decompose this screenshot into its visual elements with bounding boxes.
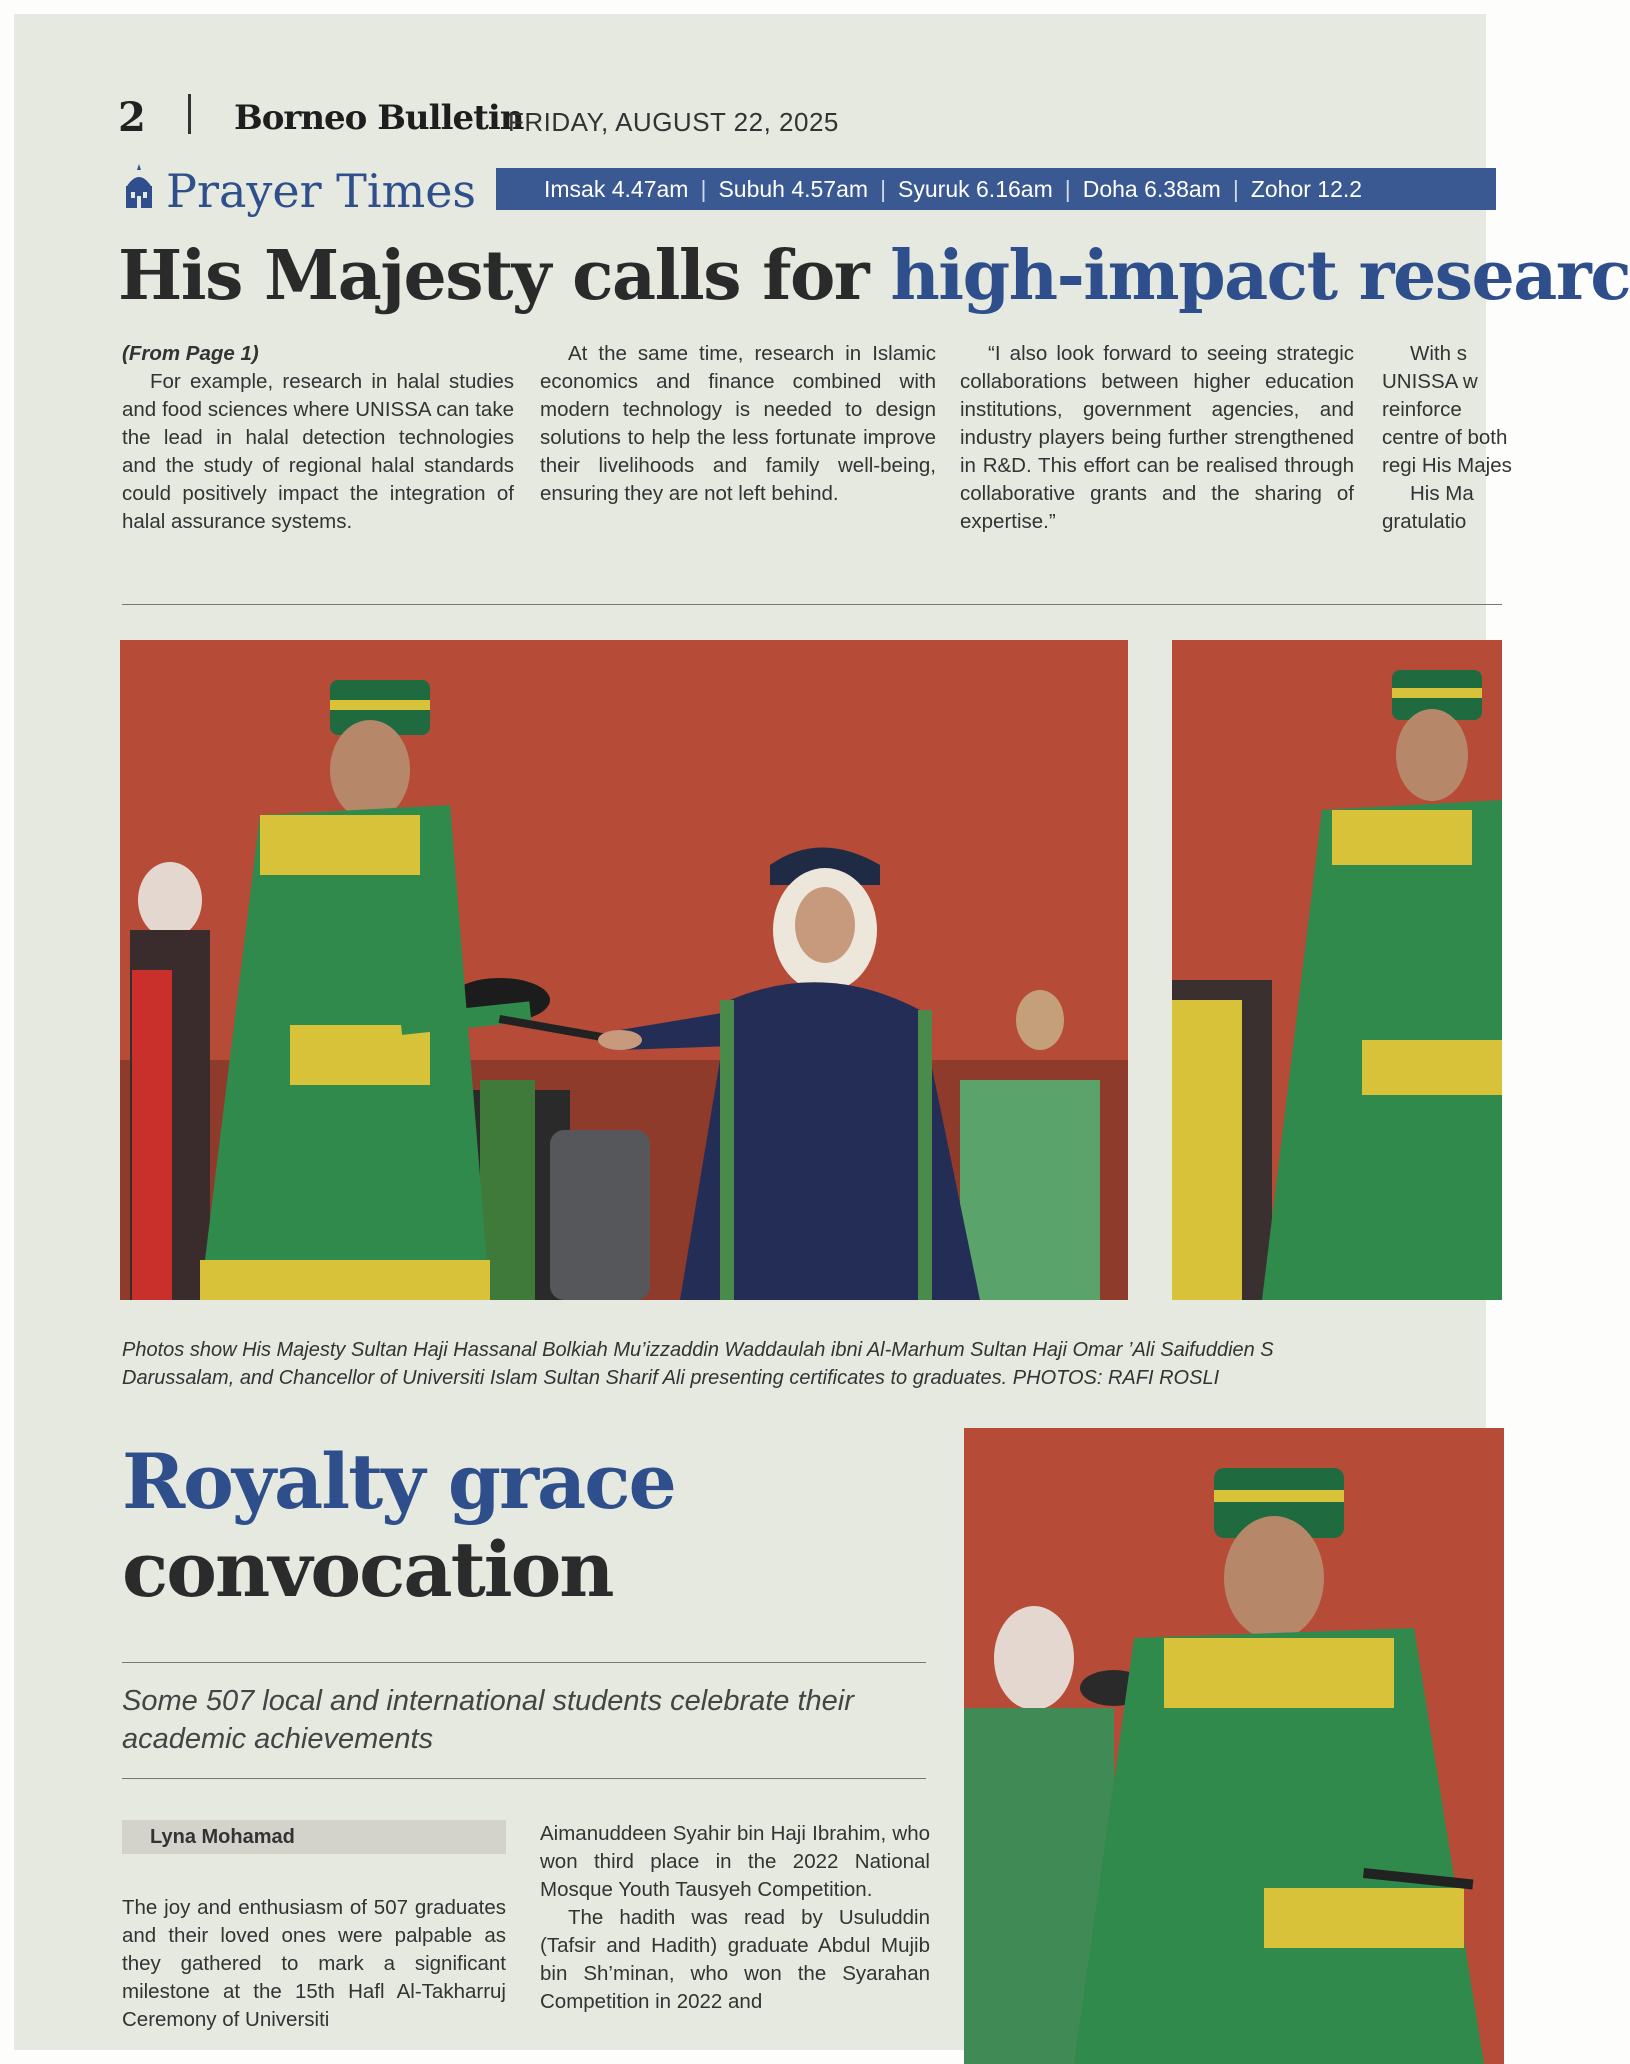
prayer-times-title: Prayer Times bbox=[166, 164, 477, 218]
article-paragraph: For example, research in halal studies and food sciences where UNISSA can take the lead in halal detection technologies and the study of regional halal standards could positively impact the integration of halal assurance systems. bbox=[122, 370, 514, 533]
convocation-photo-right bbox=[1172, 640, 1502, 1300]
issue-date: FRIDAY, AUGUST 22, 2025 bbox=[508, 107, 839, 137]
article-column-3 bbox=[960, 340, 1354, 536]
caption-line-1: Photos show His Majesty Sultan Haji Hassanal Bolkiah Mu’izzaddin Waddaulah ibni Al-Marhum Sultan Haji Omar ’Ali Saifuddien S bbox=[122, 1339, 1274, 1361]
headline-part2: high-impact researc bbox=[890, 236, 1630, 316]
newspaper-page bbox=[14, 14, 1630, 2050]
prayer-time-zohor: Zohor 12.2 bbox=[1250, 176, 1363, 202]
newspaper-name: Borneo Bulletin bbox=[234, 98, 524, 138]
main-headline bbox=[118, 236, 1630, 316]
photo-caption bbox=[122, 1336, 1502, 1392]
caption-line-2: Darussalam, and Chancellor of Universiti Islam Sultan Sharif Ali presenting certificates to graduates. PHOTOS: RAFI ROSLI bbox=[122, 1367, 1220, 1389]
standfirst: Some 507 local and international students celebrate their academic achievements bbox=[122, 1685, 854, 1755]
article-paragraph: At the same time, research in Islamic economics and finance combined with modern technology is needed to design solutions to help the less fortunate improve their livelihoods and family well-being, ensuring they are not left behind. bbox=[540, 342, 936, 505]
article-column-2 bbox=[540, 340, 936, 508]
article-column-4 bbox=[1382, 340, 1522, 536]
convocation-photo-bottom bbox=[964, 1428, 1504, 2064]
feature-headline-line-2: convocation bbox=[122, 1525, 613, 1614]
article-column-1 bbox=[122, 340, 514, 536]
prayer-time-doha: Doha 6.38am bbox=[1082, 176, 1221, 202]
masthead-divider bbox=[188, 94, 191, 134]
convocation-photo-main bbox=[120, 640, 1128, 1300]
headline-part1: His Majesty calls for bbox=[118, 236, 891, 316]
article-paragraph: “I also look forward to seeing strategic collaborations between higher education institutions, government agencies, and industry players being further strengthened in R&D. This effort can be realised through collaborative grants and the sharing of expertise.” bbox=[960, 342, 1354, 533]
continued-from: (From Page 1) bbox=[122, 342, 259, 365]
feature-headline-line-1: Royalty grace bbox=[122, 1437, 675, 1526]
article-paragraph: With s UNISSA w reinforce centre of both regi His Majes bbox=[1382, 342, 1512, 477]
prayer-times-bar: Imsak 4.47am | Subuh 4.57am | Syuruk 6.16am | Doha 6.38am | Zohor 12.2 bbox=[496, 168, 1496, 210]
byline: Lyna Mohamad bbox=[122, 1820, 506, 1854]
article-paragraph: His Ma gratulatio bbox=[1382, 482, 1474, 533]
feature-column-1 bbox=[122, 1894, 506, 2034]
section-divider bbox=[122, 604, 1502, 605]
prayer-time-syuruk: Syuruk 6.16am bbox=[898, 176, 1053, 202]
mosque-icon bbox=[122, 164, 156, 214]
feature-column-2 bbox=[540, 1820, 930, 2016]
page-number: 2 bbox=[118, 94, 146, 141]
prayer-time-imsak: Imsak 4.47am bbox=[544, 176, 689, 202]
feature-paragraph: The joy and enthusiasm of 507 graduates and their loved ones were palpable as they gathered to mark a significant milestone at the 15th Hafl Al-Takharruj Ceremony of Universiti bbox=[122, 1896, 506, 2031]
feature-paragraph: Aimanuddeen Syahir bin Haji Ibrahim, who won third place in the 2022 National Mosque Youth Tausyeh Competition. bbox=[540, 1822, 930, 1901]
headline-divider bbox=[122, 1662, 926, 1663]
feature-paragraph: The hadith was read by Usuluddin (Tafsir and Hadith) graduate Abdul Mujib bin Sh’minan, who won the Syarahan Competition in 2022 and bbox=[540, 1906, 930, 2013]
prayer-time-subuh: Subuh 4.57am bbox=[718, 176, 869, 202]
standfirst-divider bbox=[122, 1778, 926, 1779]
